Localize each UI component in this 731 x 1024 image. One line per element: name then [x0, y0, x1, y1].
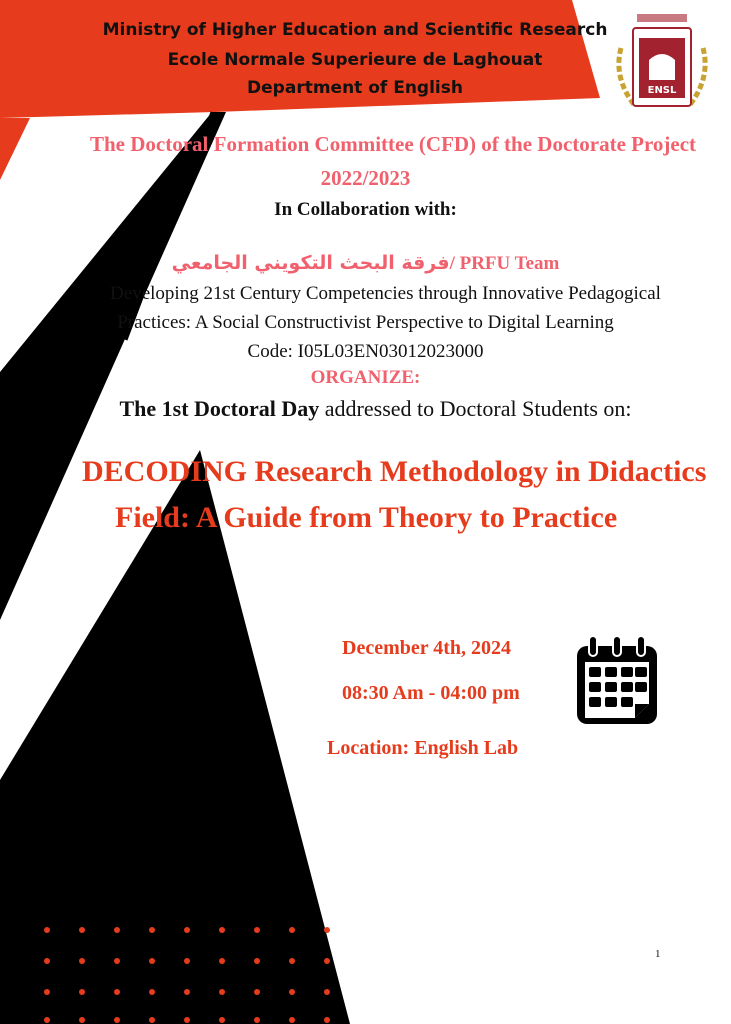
ministry-line: Ministry of Higher Education and Scientific Research: [102, 20, 608, 40]
main-title-line1: DECODING Research Methodology in Didactics: [82, 455, 707, 488]
calendar-icon: [575, 634, 659, 726]
project-title-line2: Practices: A Social Constructivist Perspective to Digital Learning: [117, 312, 614, 333]
committee-year: 2022/2023: [320, 166, 411, 190]
department-line: Department of English: [247, 78, 463, 98]
event-line: [0, 396, 731, 422]
event-name: The 1st Doctoral Day: [119, 396, 320, 421]
team-latin: / PRFU Team: [449, 253, 560, 274]
project-code: Code: I05L03EN03012023000: [247, 341, 484, 362]
school-line: Ecole Normale Superieure de Laghouat: [167, 50, 543, 70]
organize-label: ORGANIZE:: [310, 367, 421, 388]
event-audience: addressed to Doctoral Students on:: [319, 396, 632, 421]
project-title-line1: Developing 21st Century Competencies through Innovative Pedagogical: [110, 283, 661, 304]
page-number: 1: [655, 948, 661, 960]
ensl-emblem-icon: [607, 8, 717, 123]
svg-text:ENSL: ENSL: [647, 85, 677, 96]
team-arabic: فرقة البحث التكويني الجامعي: [171, 252, 450, 274]
main-title-line2: Field: A Guide from Theory to Practice: [115, 501, 618, 534]
black-lower-triangle: [0, 450, 350, 1024]
event-time: 08:30 Am - 04:00 pm: [342, 682, 520, 704]
event-date: December 4th, 2024: [342, 637, 512, 659]
collaboration-label: In Collaboration with:: [274, 199, 457, 220]
event-location: Location: English Lab: [327, 737, 519, 759]
committee-line1: The Doctoral Formation Committee (CFD) of the Doctorate Project: [90, 132, 697, 156]
team-line: [0, 252, 731, 275]
